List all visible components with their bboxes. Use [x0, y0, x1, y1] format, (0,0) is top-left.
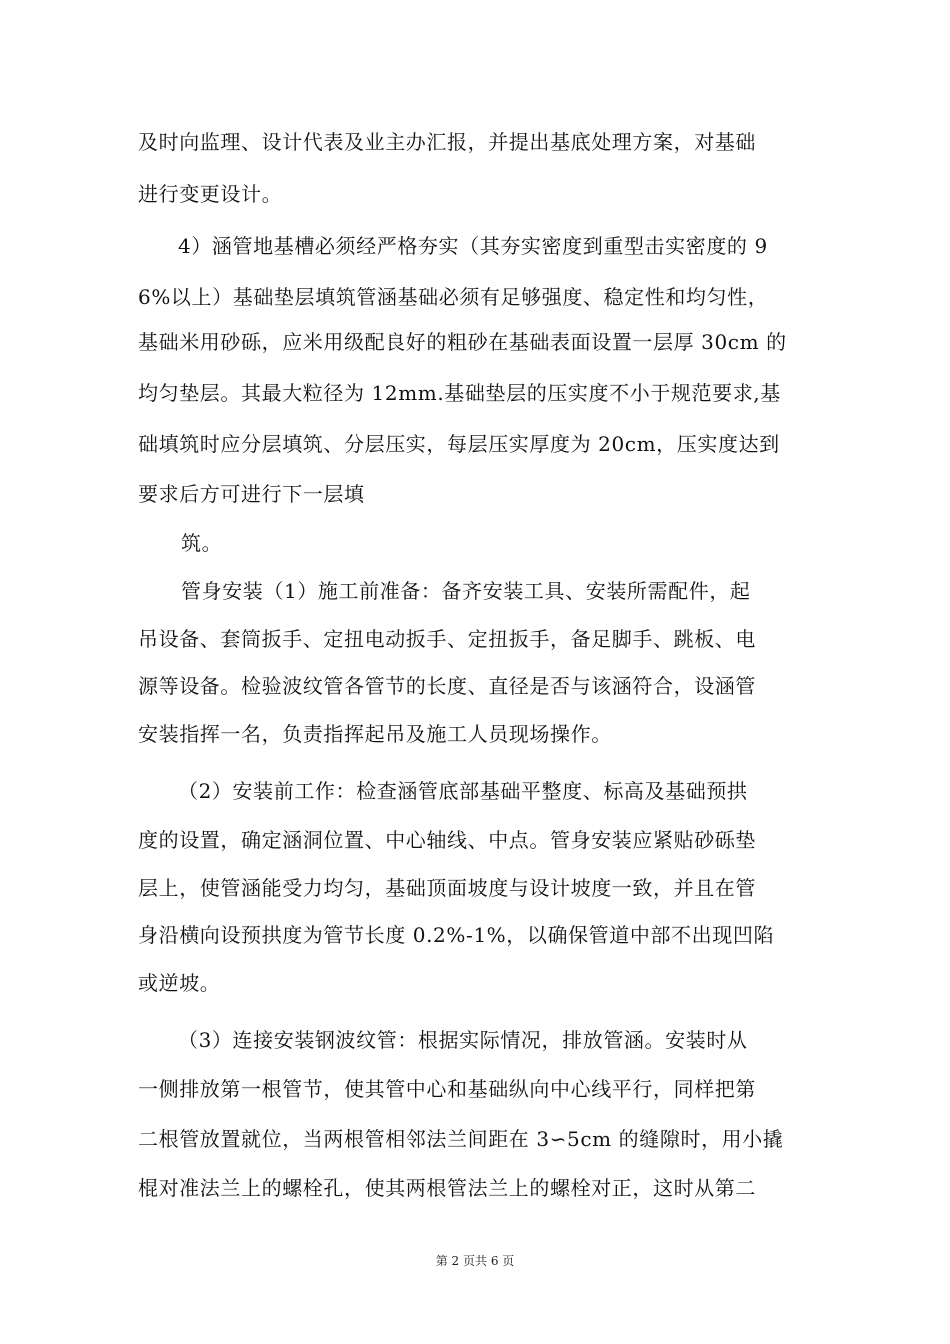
text-line: 础填筑时应分层填筑、分层压实，每层压实厚度为 20cm，压实度达到: [138, 432, 780, 456]
text-line: 身沿横向设预拱度为管节长度 0.2%-1%，以确保管道中部不出现凹陷: [138, 923, 775, 947]
text-line: （2）安装前工作：检查涵管底部基础平整度、标高及基础预拱: [178, 779, 748, 803]
text-line: 要求后方可进行下一层填: [138, 482, 365, 506]
text-line: 安装指挥一名，负责指挥起吊及施工人员现场操作。: [138, 722, 612, 746]
text-line: 6%以上）基础垫层填筑管涵基础必须有足够强度、稳定性和均匀性，: [138, 285, 769, 309]
text-line: 4）涵管地基槽必须经严格夯实（其夯实密度到重型击实密度的 9: [178, 234, 768, 258]
text-line: 及时向监理、设计代表及业主办汇报，并提出基底处理方案，对基础: [138, 130, 756, 154]
text-line: 一侧排放第一根管节，使其管中心和基础纵向中心线平行，同样把第: [138, 1077, 756, 1101]
text-line: 均匀垫层。其最大粒径为 12mm.基础垫层的压实度不小于规范要求,基: [138, 381, 781, 405]
text-line: 吊设备、套筒扳手、定扭电动扳手、定扭扳手，备足脚手、跳板、电: [138, 627, 756, 651]
text-line: 筑。: [181, 531, 223, 555]
text-line: 或逆坡。: [138, 971, 221, 995]
text-line: 基础米用砂砾，应米用级配良好的粗砂在基础表面设置一层厚 30cm 的: [138, 330, 787, 354]
text-line: 管身安装（1）施工前准备：备齐安装工具、安装所需配件，起: [181, 579, 751, 603]
text-line: 层上，使管涵能受力均匀，基础顶面坡度与设计坡度一致，并且在管: [138, 876, 756, 900]
text-line: 进行变更设计。: [138, 182, 283, 206]
text-line: （3）连接安装钢波纹管：根据实际情况，排放管涵。安装时从: [178, 1028, 748, 1052]
text-line: 棍对准法兰上的螺栓孔，使其两根管法兰上的螺栓对正，这时从第二: [138, 1176, 756, 1200]
text-line: 二根管放置就位，当两根管相邻法兰间距在 3∽5cm 的缝隙时，用小撬: [138, 1127, 784, 1151]
text-line: 度的设置，确定涵洞位置、中心轴线、中点。管身安装应紧贴砂砾垫: [138, 828, 756, 852]
page-number-footer: 第 2 页共 6 页: [435, 1254, 515, 1268]
text-line: 源等设备。检验波纹管各管节的长度、直径是否与该涵符合，设涵管: [138, 674, 756, 698]
